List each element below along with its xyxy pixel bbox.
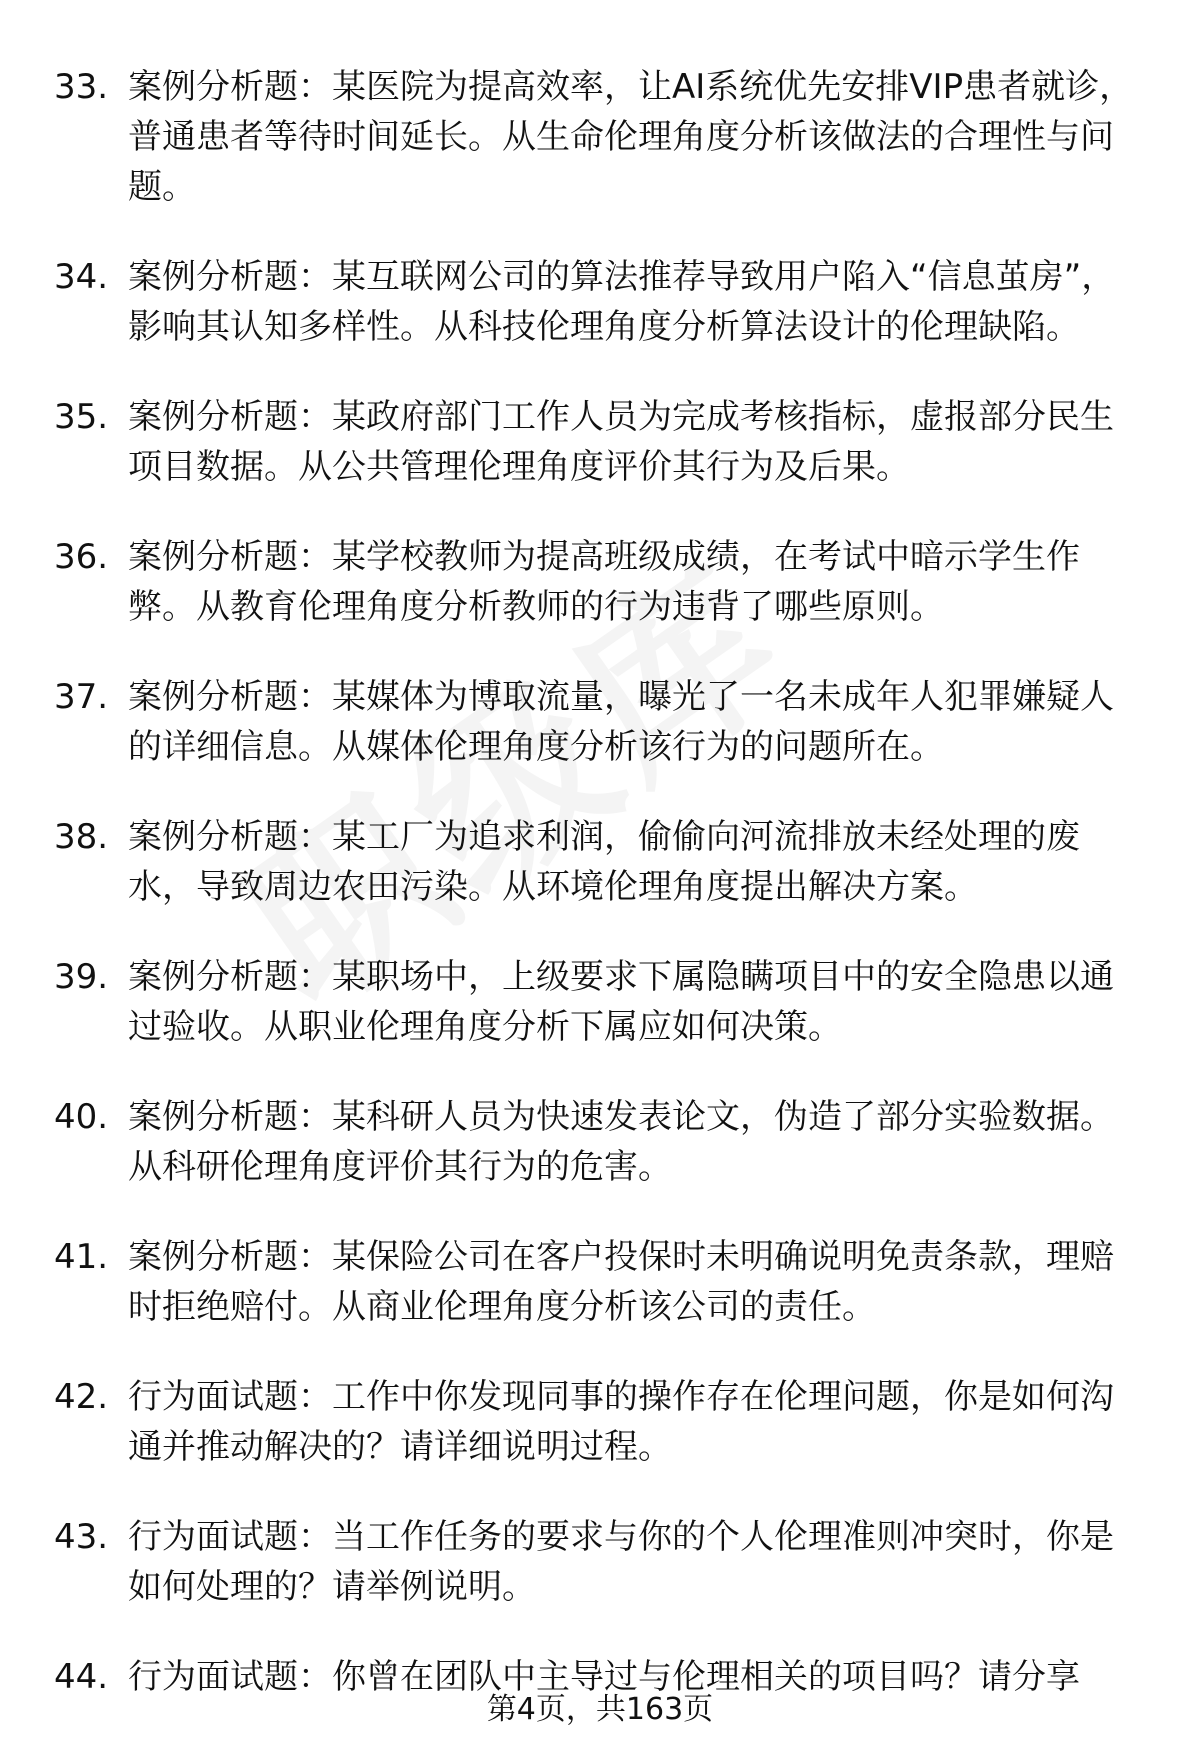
question-item — [0, 1512, 1200, 1612]
question-number: 39. — [54, 957, 109, 997]
question-number: 36. — [54, 537, 109, 577]
question-text: 案例分析题：某工厂为追求利润，偷偷向河流排放未经处理的废水，导致周边农田污染。从环境伦理角度提出解决方案。 — [128, 817, 1080, 907]
question-number: 38. — [54, 817, 109, 857]
question-number: 40. — [54, 1097, 109, 1137]
question-text: 行为面试题：你曾在团队中主导过与伦理相关的项目吗？请分享 — [128, 1657, 1080, 1697]
question-item — [0, 1232, 1200, 1332]
question-text: 案例分析题：某互联网公司的算法推荐导致用户陷入“信息茧房”，影响其认知多样性。从科技伦理角度分析算法设计的伦理缺陷。 — [128, 257, 1116, 347]
question-item — [0, 1092, 1200, 1192]
question-item — [0, 252, 1200, 352]
question-text: 案例分析题：某学校教师为提高班级成绩，在考试中暗示学生作弊。从教育伦理角度分析教师的行为违背了哪些原则。 — [128, 537, 1080, 627]
question-text: 案例分析题：某保险公司在客户投保时未明确说明免责条款，理赔时拒绝赔付。从商业伦理角度分析该公司的责任。 — [128, 1237, 1114, 1327]
question-number: 33. — [54, 67, 109, 107]
question-number: 42. — [54, 1377, 109, 1417]
question-item — [0, 1372, 1200, 1472]
question-number: 43. — [54, 1517, 109, 1557]
question-item — [0, 532, 1200, 632]
question-text: 案例分析题：某医院为提高效率，让AI系统优先安排VIP患者就诊，普通患者等待时间延长。从生命伦理角度分析该做法的合理性与问题。 — [128, 67, 1134, 207]
question-text: 案例分析题：某职场中，上级要求下属隐瞒项目中的安全隐患以通过验收。从职业伦理角度分析下属应如何决策。 — [128, 957, 1114, 1047]
question-item — [0, 62, 1200, 212]
question-item — [0, 392, 1200, 492]
question-list — [0, 62, 1200, 1742]
question-number: 35. — [54, 397, 109, 437]
question-text: 案例分析题：某政府部门工作人员为完成考核指标，虚报部分民生项目数据。从公共管理伦理角度评价其行为及后果。 — [128, 397, 1114, 487]
question-text: 案例分析题：某媒体为博取流量，曝光了一名未成年人犯罪嫌疑人的详细信息。从媒体伦理角度分析该行为的问题所在。 — [128, 677, 1114, 767]
question-number: 34. — [54, 257, 109, 297]
page-footer: 第4页，共163页 — [486, 1692, 714, 1727]
question-item — [0, 952, 1200, 1052]
question-item — [0, 672, 1200, 772]
question-number: 37. — [54, 677, 109, 717]
question-number: 44. — [54, 1657, 109, 1697]
question-text: 行为面试题：工作中你发现同事的操作存在伦理问题，你是如何沟通并推动解决的？请详细说明过程。 — [128, 1377, 1114, 1467]
question-text: 案例分析题：某科研人员为快速发表论文，伪造了部分实验数据。从科研伦理角度评价其行为的危害。 — [128, 1097, 1114, 1187]
question-item — [0, 812, 1200, 912]
question-text: 行为面试题：当工作任务的要求与你的个人伦理准则冲突时，你是如何处理的？请举例说明。 — [128, 1517, 1114, 1607]
question-number: 41. — [54, 1237, 109, 1277]
